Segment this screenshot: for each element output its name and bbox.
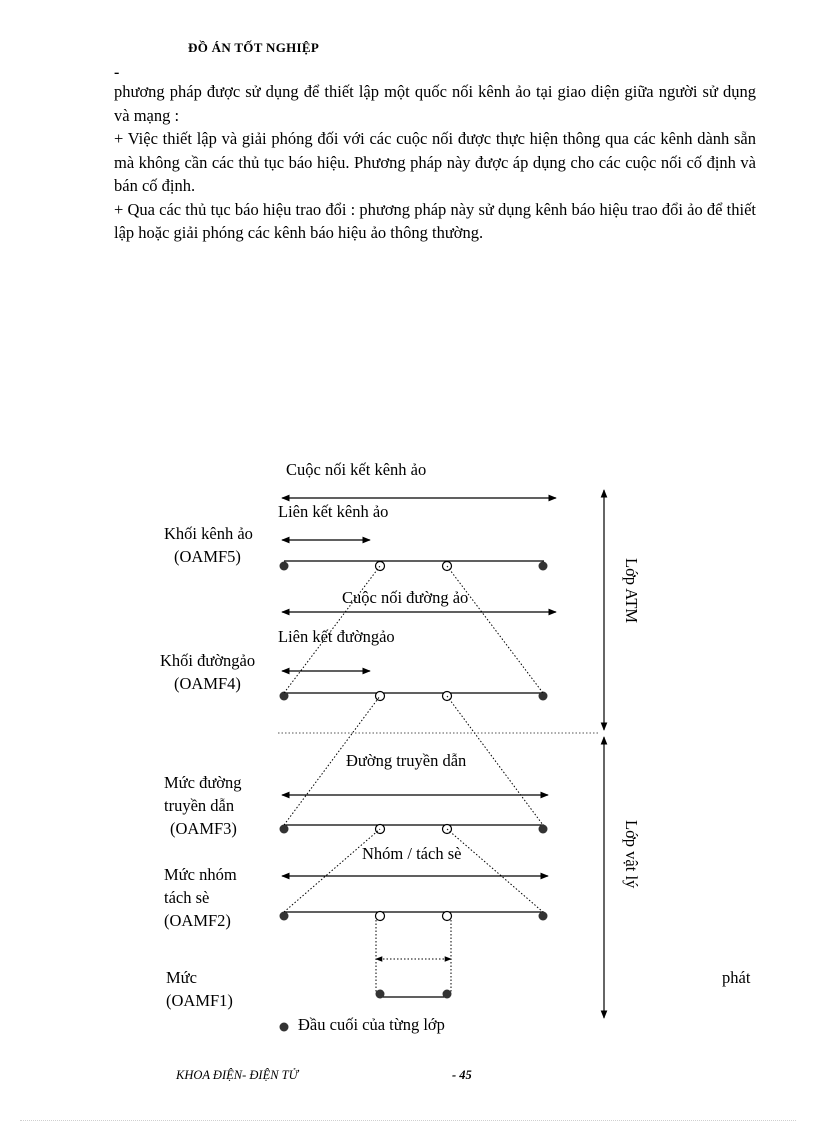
- f3-label-line1: Mức đường: [164, 773, 242, 792]
- f3-label-line3: (OAMF3): [170, 819, 237, 838]
- f4-label-line2: (OAMF4): [174, 674, 241, 693]
- oam-levels-diagram: [0, 440, 816, 1040]
- transmission-path-label: Đường truyền dẫn: [346, 751, 467, 770]
- endpoint-dot: [376, 990, 385, 999]
- f1-label-line2: (OAMF1): [166, 991, 233, 1010]
- list-dash: -: [114, 64, 120, 81]
- footer-department: KHOA ĐIỆN- ĐIỆN TỬ: [176, 1068, 299, 1082]
- f3-label-line2: truyền dẫn: [164, 796, 235, 815]
- endpoint-dot: [539, 692, 548, 701]
- vc-link-label: Liên kết kênh ảo: [278, 502, 389, 521]
- vc-connection-label: Cuộc nối kết kênh ảo: [286, 460, 427, 479]
- f2-label-line1: Mức nhóm: [164, 865, 237, 884]
- connection-point: [376, 562, 385, 571]
- legend-dot: [280, 1023, 289, 1032]
- atm-layer-label: Lớp ATM: [622, 558, 641, 624]
- endpoint-dot: [443, 990, 452, 999]
- page-header-title: ĐỒ ÁN TỐT NGHIỆP: [188, 40, 320, 55]
- section-label: Nhóm / tách sè: [362, 844, 462, 863]
- f2-label-line3: (OAMF2): [164, 911, 231, 930]
- vp-connection-label: Cuộc nối đường ảo: [342, 588, 469, 607]
- f5-label-line2: (OAMF5): [174, 547, 241, 566]
- endpoint-dot: [280, 562, 289, 571]
- physical-layer-label: Lớp vật lý: [622, 820, 641, 889]
- endpoint-dot: [280, 825, 289, 834]
- endpoint-dot: [539, 912, 548, 921]
- f1-label-extra: phát: [722, 968, 751, 987]
- endpoint-dot: [539, 825, 548, 834]
- body-text: [114, 80, 756, 245]
- f2-label-line2: tách sè: [164, 888, 210, 907]
- paragraph: + Qua các thủ tục báo hiệu trao đổi : phương pháp này sử dụng kênh báo hiệu trao đổi ảo để thiết lập hoặc giải phóng các kênh báo hiệu ảo thông thường.: [114, 199, 756, 242]
- f5-label-line1: Khối kênh ảo: [164, 524, 253, 543]
- endpoint-dot: [539, 562, 548, 571]
- page-number: - 45: [452, 1068, 472, 1082]
- connection-point: [376, 692, 385, 701]
- f1-label-line1: Mức: [166, 968, 197, 987]
- endpoint-dot: [280, 912, 289, 921]
- connection-point: [443, 912, 452, 921]
- legend-label: Đầu cuối của từng lớp: [298, 1015, 445, 1034]
- vp-link-label: Liên kết đườngảo: [278, 627, 395, 646]
- paragraph: + Việc thiết lập và giải phóng đối với các cuộc nối được thực hiện thông qua các kênh dành sẵn mà không cần các thủ tục báo hiệu. Phương pháp này được áp dụng cho các cuộc nối cố định và bán cố định.: [114, 129, 756, 195]
- bottom-divider: [20, 1120, 796, 1121]
- connection-point: [376, 912, 385, 921]
- f4-label-line1: Khối đườngảo: [160, 651, 256, 670]
- paragraph: phương pháp được sử dụng để thiết lập một quốc nối kênh ảo tại giao diện giữa người sử dụng và mạng :: [114, 82, 756, 125]
